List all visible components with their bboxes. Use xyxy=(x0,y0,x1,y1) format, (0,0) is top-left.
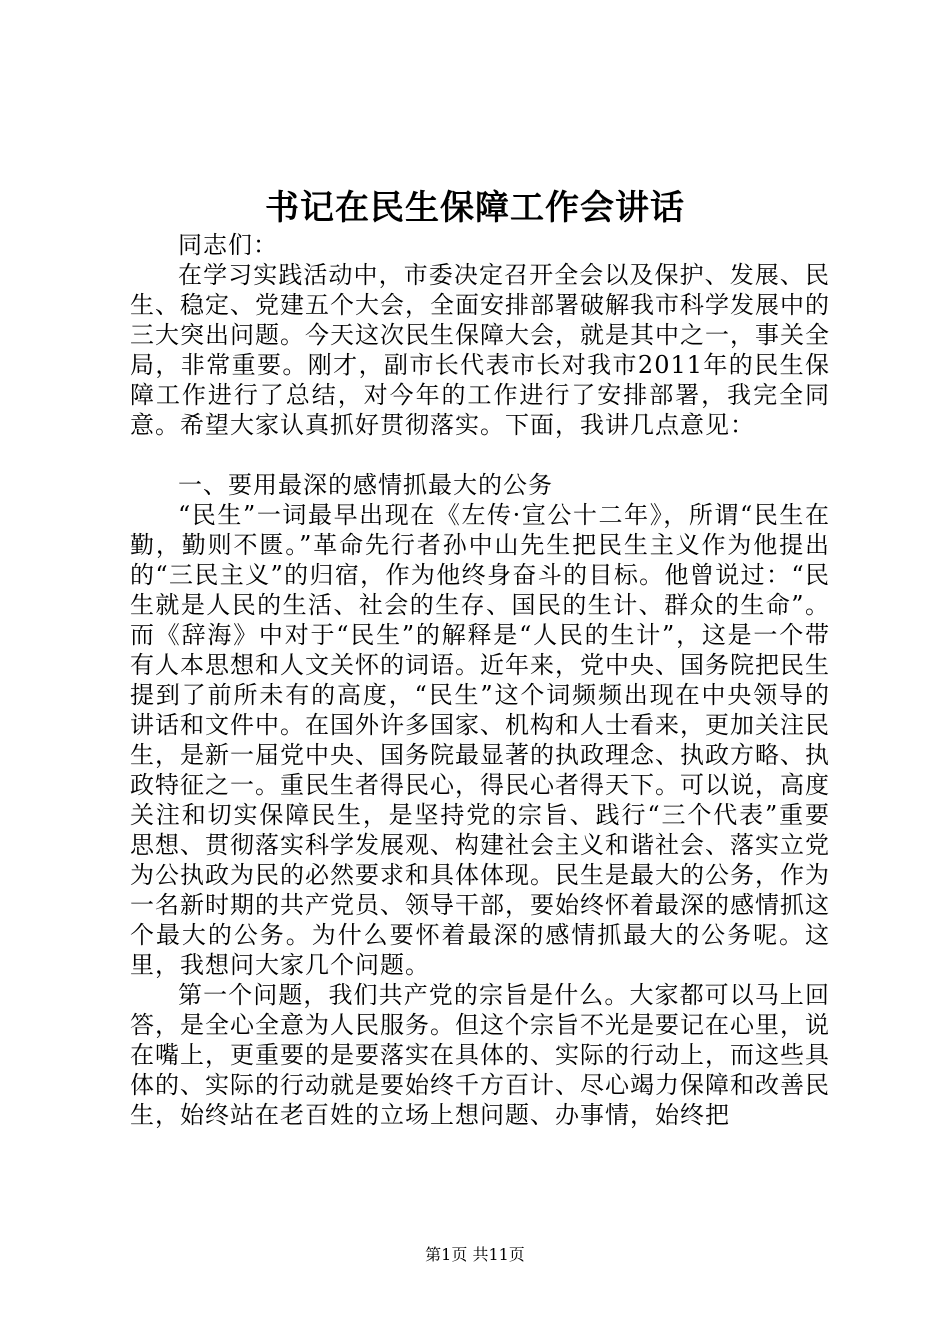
document-title: 书记在民生保障工作会讲话 xyxy=(265,188,685,228)
document-body xyxy=(130,230,830,1130)
greeting: 同志们： xyxy=(178,231,278,259)
section-heading: 一、要用最深的感情抓最大的公务 xyxy=(178,471,553,499)
section-paragraph-1: “民生”一词最早出现在《左传·宣公十二年》，所谓“民生在勤，勤则不匮。”革命先行者孙中山先生把民生主义作为他提出的“三民主义”的归宿，作为他终身奋斗的目标。他曾说过：“民生就是人民的生活、社会的生存、国民的生计、群众的生命”。而《辞海》中对于“民生”的解释是“人民的生计”，这是一个带有人本思想和人文关怀的词语。近年来，党中央、国务院把民生提到了前所未有的高度，“民生”这个词频频出现在中央领导的讲话和文件中。在国外许多国家、机构和人士看来，更加关注民生，是新一届党中央、国务院最显著的执政理念、执政方略、执政特征之一。重民生者得民心，得民心者得天下。可以说，高度关注和切实保障民生，是坚持党的宗旨、践行“三个代表”重要思想、贯彻落实科学发展观、构建社会主义和谐社会、落实立党为公执政为民的必然要求和具体体现。民生是最大的公务，作为一名新时期的共产党员、领导干部，要始终怀着最深的感情抓这个最大的公务。为什么要怀着最深的感情抓最大的公务呢。这里，我想问大家几个问题。 xyxy=(130,501,830,979)
intro-paragraph: 在学习实践活动中，市委决定召开全会以及保护、发展、民生、稳定、党建五个大会，全面安排部署破解我市科学发展中的三大突出问题。今天这次民生保障大会，就是其中之一，事关全局，非常重要。刚才，副市长代表市长对我市2011年的民生保障工作进行了总结，对今年的工作进行了安排部署，我完全同意。希望大家认真抓好贯彻落实。下面，我讲几点意见： xyxy=(130,261,830,439)
page-footer: 第1页 共11页 xyxy=(425,1245,525,1264)
section-paragraph-2: 第一个问题，我们共产党的宗旨是什么。大家都可以马上回答，是全心全意为人民服务。但这个宗旨不光是要记在心里，说在嘴上，更重要的是要落实在具体的、实际的行动上，而这些具体的、实际的行动就是要始终千方百计、尽心竭力保障和改善民生，始终站在老百姓的立场上想问题、办事情，始终把 xyxy=(130,981,830,1129)
paragraph-spacer xyxy=(130,440,830,470)
